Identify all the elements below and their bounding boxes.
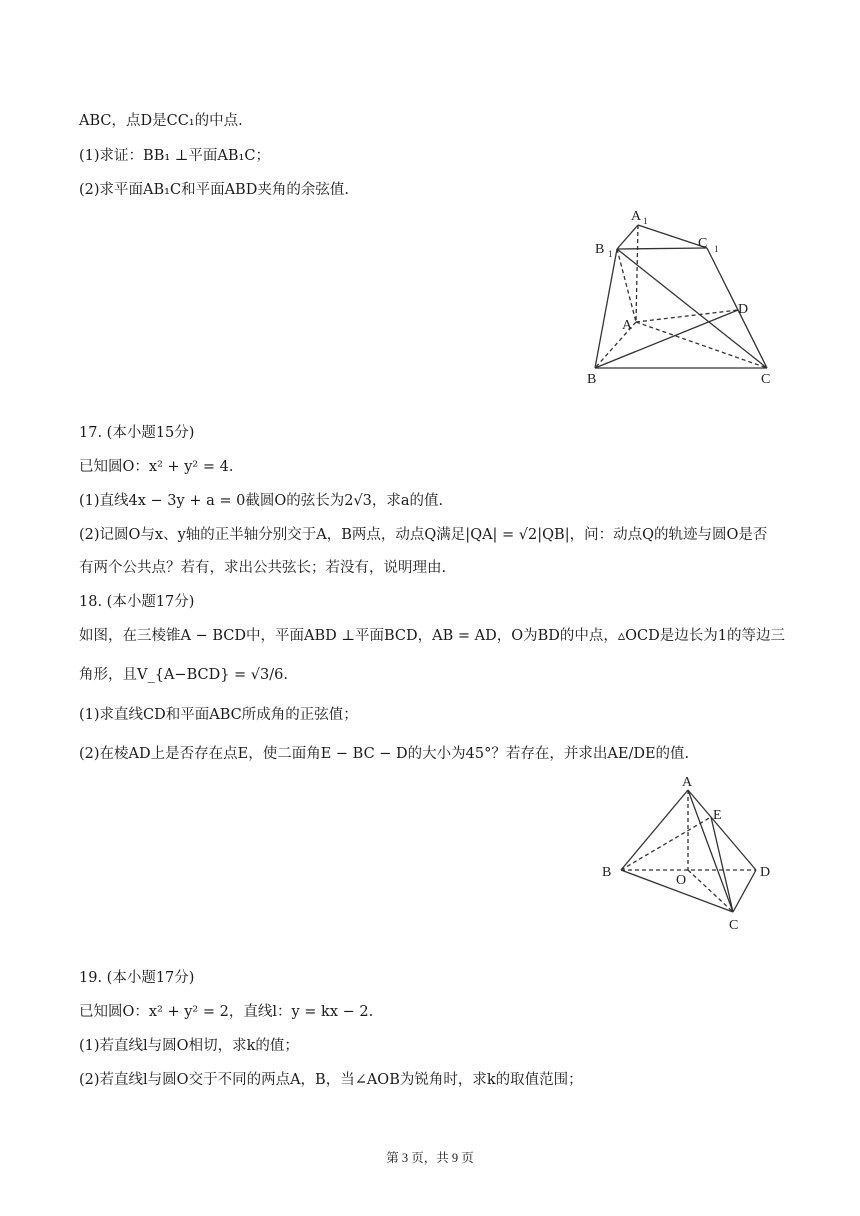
label-C: C [729,918,739,933]
label-B: B [602,865,612,880]
text-line-4: 17. (本小题15分) [79,425,195,441]
edge-ab [621,790,688,870]
edge-oc [688,870,733,912]
edge-ac [688,790,733,912]
edge-ec [711,817,733,912]
text-line-3: (2)求平面AB₁C和平面ABD夹角的余弦值. [79,182,349,198]
text-line-9: 18. (本小题17分) [79,594,195,610]
edge-a1a [636,225,638,322]
label-C1-sub: 1 [714,244,719,254]
label-C: C [761,372,771,387]
edge-be [621,817,711,870]
edge-b1a [617,249,636,322]
text-line-8: 有两个公共点？若有，求出公共弦长；若没有，说明理由. [79,560,447,576]
text-line-17: (2)若直线l与圆O交于不同的两点A，B，当∠AOB为锐角时，求k的取值范围； [79,1072,583,1088]
label-B: B [587,372,597,387]
edge-ad [688,790,756,870]
text-line-15: 已知圆O：x² + y² = 2，直线l：y = kx − 2. [79,1004,374,1020]
edge-b1b [595,249,617,368]
label-B1-sub: 1 [608,249,613,259]
edge-a1b1 [617,225,638,249]
text-line-16: (1)若直线l与圆O相切，求k的值； [79,1038,299,1054]
label-D: D [738,302,749,317]
figure-tetrahedron [596,772,786,937]
edge-cd [733,870,756,912]
text-line-12: (1)求直线CD和平面ABC所成角的正弦值； [79,707,358,723]
text-line-2: (1)求证：BB₁ ⊥平面AB₁C； [79,148,270,164]
label-A1: A [631,209,642,224]
label-A1-sub: 1 [643,216,648,226]
label-D: D [760,865,771,880]
text-line-1: ABC，点D是CC₁的中点. [79,113,243,129]
figure-prism [580,200,780,395]
text-line-6: (1)直线4x − 3y + a = 0截圆O的弦长为2√3，求a的值. [79,493,444,509]
page-footer: 第 3 页，共 9 页 [386,1151,474,1165]
text-line-10: 如图，在三棱锥A − BCD中，平面ABD ⊥平面BCD，AB = AD，O为BD的中点，▵OCD是边长为1的等边三 [79,628,785,644]
label-B1: B [595,242,605,257]
label-E: E [713,808,722,823]
label-O: O [676,873,687,888]
text-line-7: (2)记圆O与x、y轴的正半轴分别交于A，B两点，动点Q满足|QA| = √2|QB|，问：动点Q的轨迹与圆O是否 [79,527,768,543]
edge-a1c1 [638,225,707,248]
label-A: A [622,318,633,333]
text-line-14: 19. (本小题17分) [79,970,195,986]
text-line-5: 已知圆O：x² + y² = 4. [79,459,234,475]
label-A: A [682,775,693,790]
text-line-11: 角形，且V_{A−BCD} = √3/6. [79,667,288,683]
label-C1: C [698,236,708,251]
text-line-13: (2)在棱AD上是否存在点E，使二面角E − BC − D的大小为45°？若存在，并求出AE/DE的值. [79,746,690,762]
edge-b1c1 [617,248,707,249]
